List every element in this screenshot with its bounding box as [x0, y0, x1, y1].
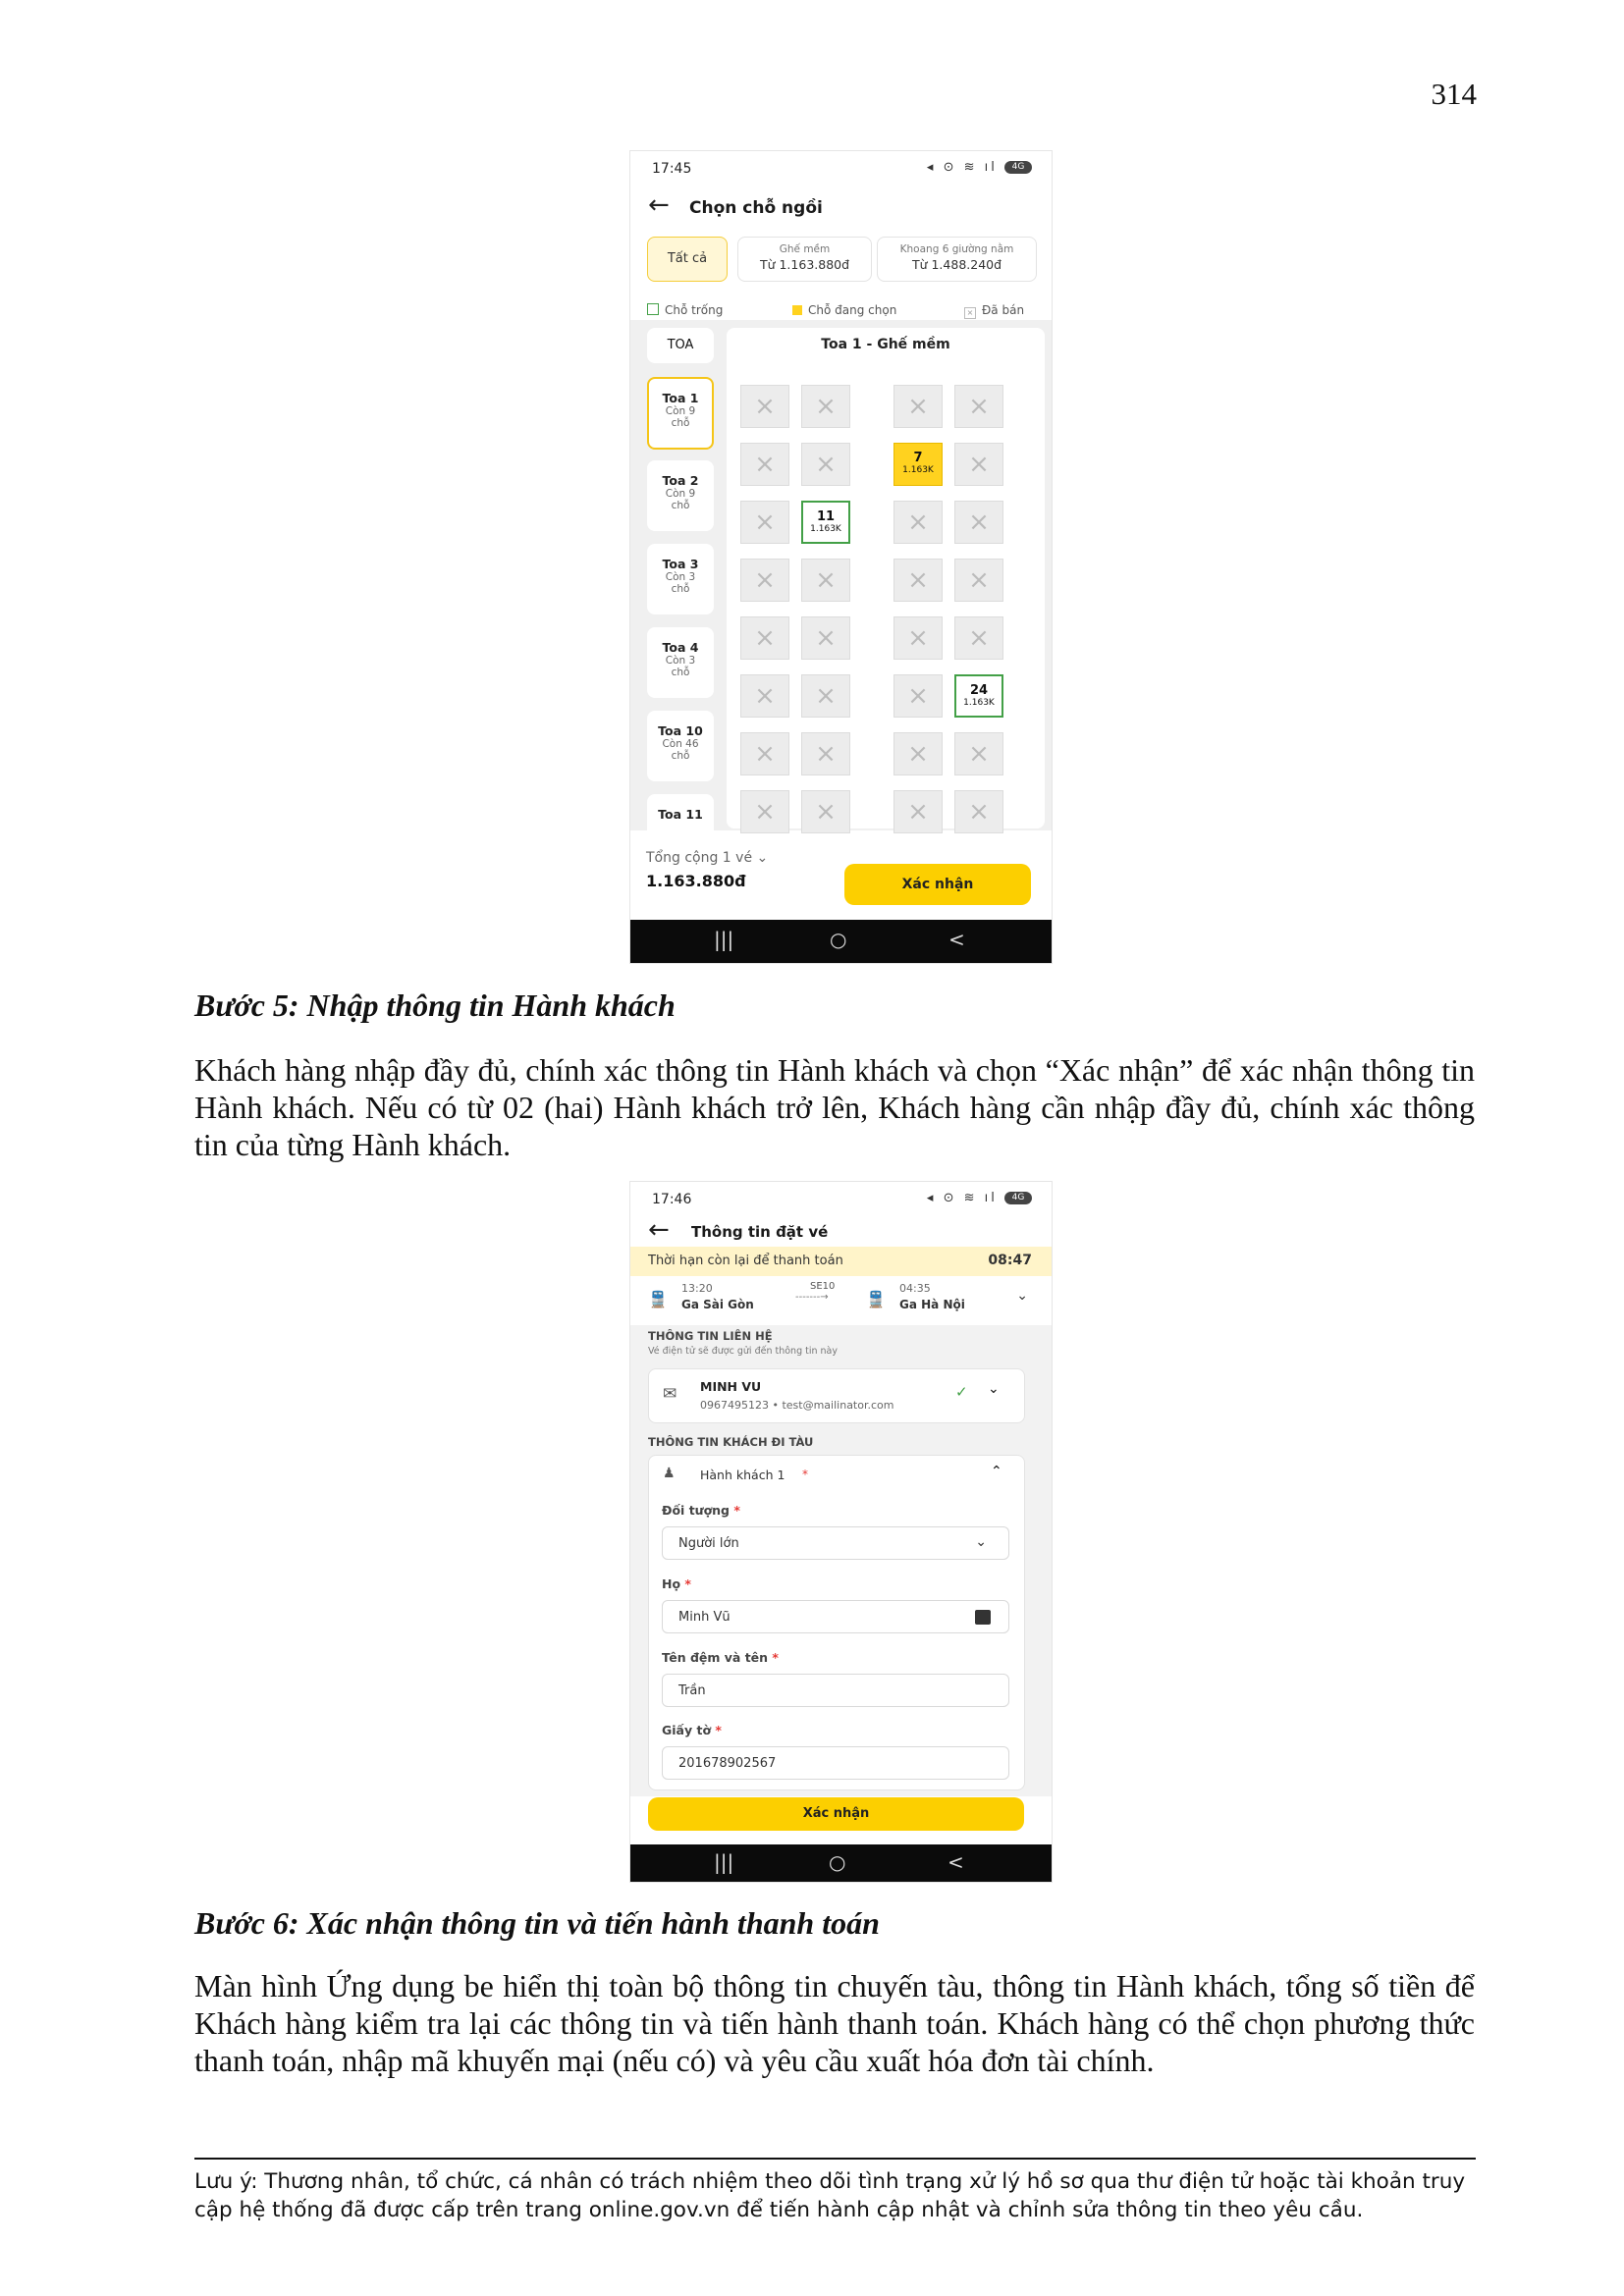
check-icon: ✓ — [955, 1383, 968, 1401]
giay-to-label — [662, 1723, 722, 1737]
chevron-up-icon[interactable]: ⌃ — [991, 1464, 1002, 1479]
payment-deadline-bar — [630, 1247, 1052, 1276]
sold-seat: × — [801, 385, 850, 428]
car-name: Toa 3 — [662, 557, 699, 571]
chevron-down-icon[interactable]: ⌄ — [1016, 1288, 1028, 1304]
deadline-time: 08:47 — [988, 1253, 1032, 1268]
sold-seat: × — [954, 501, 1003, 544]
sold-seat: × — [893, 385, 943, 428]
deadline-label: Thời hạn còn lại để thanh toán — [648, 1254, 843, 1268]
filter-all-label: Tất cả — [667, 251, 708, 266]
sold-seat: × — [740, 385, 789, 428]
step5-paragraph: Khách hàng nhập đầy đủ, chính xác thông tin Hành khách và chọn “Xác nhận” để xác nhận thông tin Hành khách. Nếu có từ 02 (hai) Hành khách trở lên, Khách hàng cần nhập đầy đủ, chính xác thông tin của từng Hành khách. — [194, 1052, 1475, 1162]
android-nav-bar — [630, 920, 1052, 963]
car-remaining: Còn 3 chỗ — [665, 655, 696, 678]
legend-empty-label: Chỗ trống — [665, 303, 724, 317]
ho-value: Minh Vũ — [678, 1610, 731, 1625]
seat-price: 1.163K — [963, 698, 995, 708]
battery-icon: 4G — [1004, 161, 1032, 174]
screenshot-seat-selection — [629, 150, 1053, 964]
required-mark: * — [715, 1723, 722, 1737]
car-item-10[interactable] — [647, 711, 714, 781]
doi-tuong-select[interactable] — [662, 1526, 1009, 1560]
giay-to-value: 201678902567 — [678, 1756, 777, 1771]
sold-seat: × — [740, 790, 789, 833]
step6-paragraph: Màn hình Ứng dụng be hiển thị toàn bộ thông tin chuyến tàu, thông tin Hành khách, tổng số tiền để Khách hàng kiểm tra lại các thông tin và tiến hành thanh toán. Khách hàng có thể chọn phương thức thanh toán, nhập mã khuyến mại (nếu có) và yêu cầu xuất hóa đơn tài chính. — [194, 1968, 1475, 2078]
required-mark: * — [684, 1576, 691, 1591]
mail-icon: ✉ — [663, 1384, 677, 1404]
car-remaining: Còn 9 chỗ — [665, 488, 696, 511]
sold-seat: × — [954, 443, 1003, 486]
required-mark: * — [772, 1650, 779, 1665]
required-mark: * — [733, 1503, 740, 1518]
ten-label — [662, 1650, 779, 1665]
legend-sold-label: Đã bán — [982, 303, 1025, 317]
sold-seat: × — [801, 443, 850, 486]
contact-section-title: THÔNG TIN LIÊN HỆ — [648, 1329, 773, 1343]
seat-number: 11 — [816, 509, 836, 524]
contact-name: MINH VU — [700, 1379, 762, 1394]
legend-selecting — [792, 303, 896, 317]
ho-label-text: Họ — [662, 1576, 681, 1591]
total-label[interactable]: Tổng cộng 1 vé ⌄ — [646, 850, 769, 866]
car-item-4[interactable] — [647, 627, 714, 698]
footnote-divider — [194, 2158, 1476, 2160]
ten-value: Trần — [678, 1683, 706, 1698]
car-remaining: Còn 9 chỗ — [665, 405, 696, 429]
status-time: 17:45 — [652, 161, 692, 177]
status-time: 17:46 — [652, 1192, 692, 1207]
status-icons: ◂ ⊙ ≋ ıl 4G — [927, 160, 1032, 175]
giay-to-label-text: Giấy tờ — [662, 1723, 712, 1737]
sold-seat: × — [954, 559, 1003, 602]
sold-seat: × — [954, 732, 1003, 775]
train-icon: 🚆 — [866, 1290, 886, 1308]
car-remaining: Còn 3 chỗ — [665, 571, 696, 595]
sold-seat: × — [893, 674, 943, 718]
doi-tuong-label-text: Đối tượng — [662, 1503, 731, 1518]
giay-to-input[interactable] — [662, 1746, 1009, 1780]
car-item-2[interactable] — [647, 460, 714, 531]
doi-tuong-value: Người lớn — [678, 1536, 739, 1551]
sold-seat: × — [740, 559, 789, 602]
car-name: Toa 2 — [662, 473, 699, 488]
back-arrow-icon[interactable]: ← — [648, 190, 670, 220]
chevron-down-icon[interactable]: ⌄ — [988, 1381, 1000, 1397]
back-arrow-icon[interactable]: ← — [648, 1215, 670, 1245]
sold-seat: × — [740, 501, 789, 544]
train-icon: 🚆 — [648, 1290, 668, 1308]
back-icon[interactable]: < — [947, 1850, 964, 1874]
sold-seat: × — [740, 674, 789, 718]
confirm-button[interactable]: Xác nhận — [648, 1797, 1024, 1831]
sold-seat: × — [893, 616, 943, 660]
page-title: Chọn chỗ ngồi — [689, 198, 823, 218]
seat-number: 24 — [969, 683, 989, 698]
route-arrow-icon: -------→ — [795, 1292, 829, 1303]
filter-soft-seat[interactable] — [737, 237, 872, 282]
contact-note: Vé điện tử sẽ được gửi đến thông tin này — [648, 1346, 838, 1357]
sold-seat-icon: × — [964, 307, 976, 319]
sold-seat: × — [801, 674, 850, 718]
car-title: Toa 1 - Ghế mềm — [821, 337, 950, 352]
screenshot-booking-info — [629, 1181, 1053, 1883]
car-name: Toa 1 — [662, 391, 699, 405]
id-card-icon[interactable] — [975, 1610, 991, 1625]
step5-heading: Bước 5: Nhập thông tin Hành khách — [194, 988, 676, 1023]
seat-number: 7 — [913, 451, 923, 465]
available-seat[interactable] — [801, 501, 850, 544]
seat-price: 1.163K — [902, 465, 934, 475]
sold-seat: × — [740, 443, 789, 486]
sold-seat: × — [740, 616, 789, 660]
total-value: 1.163.880đ — [646, 872, 746, 890]
page-title: Thông tin đặt vé — [691, 1223, 829, 1241]
selected-seat[interactable] — [893, 443, 943, 486]
depart-time: 13:20 — [681, 1282, 713, 1295]
recent-apps-icon[interactable]: ||| — [714, 1850, 734, 1874]
chevron-down-icon: ⌄ — [975, 1534, 987, 1550]
available-seat[interactable] — [954, 674, 1003, 718]
seat-map — [727, 328, 1045, 828]
car-list-header: TOA — [647, 328, 714, 363]
passenger-label: Hành khách 1 — [700, 1468, 785, 1482]
sold-seat: × — [893, 559, 943, 602]
sold-seat: × — [893, 790, 943, 833]
doi-tuong-label — [662, 1503, 740, 1518]
contact-detail: 0967495123 • test@mailinator.com — [700, 1399, 894, 1412]
trip-summary[interactable] — [630, 1276, 1052, 1323]
car-name: Toa 10 — [658, 723, 703, 738]
filter-all[interactable] — [647, 237, 728, 282]
car-item-3[interactable] — [647, 544, 714, 614]
recent-apps-icon[interactable]: ||| — [714, 928, 734, 951]
required-mark: * — [802, 1468, 808, 1481]
train-code: SE10 — [810, 1281, 836, 1292]
sold-seat: × — [801, 559, 850, 602]
filter-soft-seat-price: Từ 1.163.880đ — [759, 257, 850, 272]
sold-seat: × — [954, 790, 1003, 833]
filter-sleeper[interactable] — [877, 237, 1037, 282]
car-name: Toa 4 — [662, 640, 699, 655]
filter-sleeper-label: Khoang 6 giường nằm — [899, 243, 1014, 255]
contact-card[interactable] — [648, 1368, 1025, 1423]
legend-sold — [964, 303, 1024, 319]
filter-soft-seat-label: Ghế mềm — [779, 243, 831, 255]
footnote: Lưu ý: Thương nhân, tổ chức, cá nhân có trách nhiệm theo dõi tình trạng xử lý hồ sơ qua thư điện tử hoặc tài khoản truy cập hệ thống đã được cấp trên trang online.gov.vn để tiến hành cập nhật và chỉnh sửa thông tin theo yêu cầu. — [194, 2169, 1466, 2222]
car-item-1[interactable] — [647, 377, 714, 450]
legend-empty — [647, 303, 723, 317]
passenger-section-title: THÔNG TIN KHÁCH ĐI TÀU — [648, 1435, 814, 1449]
home-icon[interactable]: ○ — [830, 928, 847, 951]
empty-seat-icon — [647, 303, 659, 315]
home-icon[interactable]: ○ — [829, 1850, 846, 1874]
selecting-seat-icon — [792, 305, 802, 315]
step6-heading: Bước 6: Xác nhận thông tin và tiến hành thanh toán — [194, 1905, 880, 1941]
back-icon[interactable]: < — [948, 928, 965, 951]
car-name: Toa 11 — [658, 807, 703, 822]
sold-seat: × — [954, 385, 1003, 428]
person-icon: ♟ — [663, 1466, 676, 1481]
sold-seat: × — [801, 732, 850, 775]
ho-input[interactable] — [662, 1600, 1009, 1633]
arrive-station: Ga Hà Nội — [899, 1298, 965, 1311]
android-nav-bar — [630, 1844, 1052, 1882]
status-icons: ◂ ⊙ ≋ ıl 4G — [927, 1191, 1032, 1205]
sold-seat: × — [954, 616, 1003, 660]
ten-input[interactable] — [662, 1674, 1009, 1707]
car-remaining: Còn 46 chỗ — [662, 738, 699, 762]
confirm-button[interactable]: Xác nhận — [844, 864, 1031, 905]
seat-price: 1.163K — [810, 524, 841, 534]
page-number: 314 — [1431, 77, 1477, 111]
battery-icon: 4G — [1004, 1192, 1032, 1204]
sold-seat: × — [893, 501, 943, 544]
sold-seat: × — [801, 790, 850, 833]
sold-seat: × — [801, 616, 850, 660]
ten-label-text: Tên đệm và tên — [662, 1650, 769, 1665]
arrive-time: 04:35 — [899, 1282, 931, 1295]
sold-seat: × — [740, 732, 789, 775]
filter-sleeper-price: Từ 1.488.240đ — [911, 257, 1002, 272]
depart-station: Ga Sài Gòn — [681, 1298, 754, 1311]
legend-selecting-label: Chỗ đang chọn — [808, 303, 897, 317]
ho-label — [662, 1576, 691, 1591]
sold-seat: × — [893, 732, 943, 775]
